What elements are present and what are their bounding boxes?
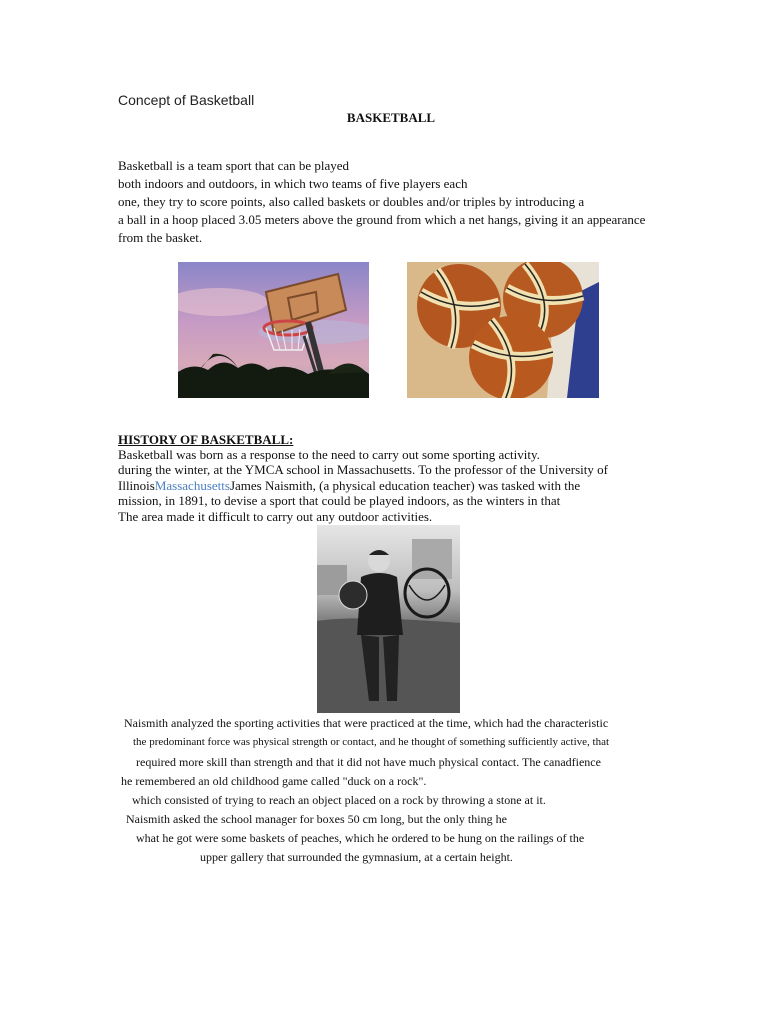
document-title: BASKETBALL xyxy=(346,110,436,125)
naismith-line: Naismith analyzed the sporting activities that were practiced at the time, which had the characteristic xyxy=(124,716,609,730)
history-paragraph xyxy=(118,447,608,524)
basketball-3 xyxy=(469,316,553,398)
history-line: during the winter, at the YMCA school in Massachusetts. To the professor of the University of xyxy=(118,462,608,478)
history-line xyxy=(118,478,608,493)
basketballs-photo xyxy=(407,262,599,398)
naismith-line: he remembered an old childhood game called "duck on a rock". xyxy=(121,774,427,788)
intro-line: one, they try to score points, also called baskets or doubles and/or triples by introducing a xyxy=(118,194,585,209)
intro-line: a ball in a hoop placed 3.05 meters above the ground from which a net hangs, giving it an appearance xyxy=(118,212,646,227)
history-heading: HISTORY OF BASKETBALL: xyxy=(118,432,294,447)
history-line-text: James Naismith, (a physical education teacher) was tasked with the xyxy=(229,477,581,493)
naismith-line: required more skill than strength and that it did not have much physical contact. The canadfience xyxy=(136,755,601,769)
naismith-line: what he got were some baskets of peaches, which he ordered to be hung on the railings of the xyxy=(136,831,585,845)
massachusetts-link[interactable]: Massachusetts xyxy=(154,477,230,493)
intro-line: from the basket. xyxy=(118,230,203,245)
intro-paragraph xyxy=(118,157,645,247)
james-naismith-photo xyxy=(317,525,460,713)
naismith-line: which consisted of trying to reach an object placed on a rock by throwing a stone at it. xyxy=(132,793,546,807)
history-line: The area made it difficult to carry out any outdoor activities. xyxy=(118,508,433,524)
history-line-text: Illinois xyxy=(118,477,155,493)
naismith-line: the predominant force was physical strength or contact, and he thought of something sufficiently active, that xyxy=(133,736,610,748)
concept-heading: Concept of Basketball xyxy=(118,92,255,108)
naismith-line: Naismith asked the school manager for boxes 50 cm long, but the only thing he xyxy=(126,812,507,826)
intro-line: both indoors and outdoors, in which two teams of five players each xyxy=(118,176,468,191)
basketball-hoop-photo xyxy=(178,262,369,398)
naismith-line: upper gallery that surrounded the gymnasium, at a certain height. xyxy=(200,850,513,864)
intro-line: Basketball is a team sport that can be played xyxy=(118,158,350,173)
history-line: Basketball was born as a response to the need to carry out some sporting activity. xyxy=(118,447,540,462)
history-line: mission, in 1891, to devise a sport that could be played indoors, as the winters in that xyxy=(118,493,561,509)
